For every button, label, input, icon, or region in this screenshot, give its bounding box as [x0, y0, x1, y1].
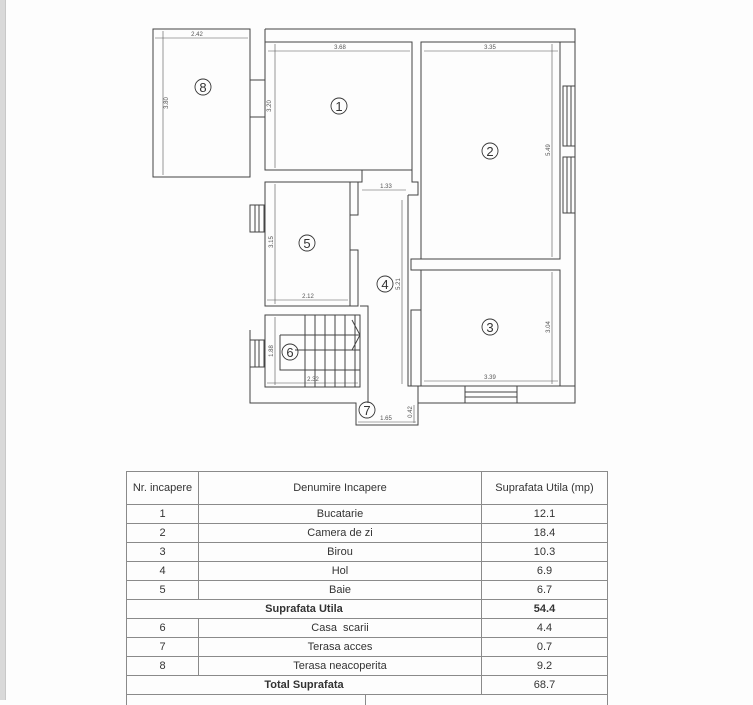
cell-nr: 4: [127, 562, 199, 581]
room-8-label: 8: [199, 80, 207, 95]
cell-nr: 7: [127, 638, 199, 657]
table-row: [127, 524, 608, 543]
cell-area: 6.9: [482, 562, 608, 581]
dim-room8-width: 2.42: [191, 32, 203, 38]
cell-name: Hol: [199, 562, 482, 581]
cell-area: 12.1: [482, 505, 608, 524]
area-table: [126, 471, 607, 705]
subtotal-label: Suprafata Utila: [127, 600, 482, 619]
dim-room5-height: 3.15: [269, 236, 275, 248]
dim-room6-width: 2.32: [307, 377, 319, 383]
cell-area: 0.7: [482, 638, 608, 657]
dim-room7-width: 1.65: [380, 416, 392, 422]
room-7-label: 7: [363, 403, 371, 418]
header-name: Denumire Incapere: [199, 472, 482, 505]
table-header-row: [127, 472, 608, 505]
table-footer-row: [127, 695, 608, 705]
cell-nr: 3: [127, 543, 199, 562]
footer-cell-right: [366, 695, 608, 705]
cell-area: 4.4: [482, 619, 608, 638]
footer-cell-left: [127, 695, 366, 705]
cell-nr: 1: [127, 505, 199, 524]
dim-room8-height: 3.80: [164, 97, 170, 109]
dim-room3-width: 3.39: [484, 375, 496, 381]
room-6-label: 6: [286, 345, 294, 360]
table-row: [127, 581, 608, 600]
dim-hall-height: 5.21: [396, 278, 402, 290]
total-area: 68.7: [482, 676, 608, 695]
cell-name: Baie: [199, 581, 482, 600]
table-row: [127, 619, 608, 638]
cell-nr: 8: [127, 657, 199, 676]
cell-name: Terasa neacoperita: [199, 657, 482, 676]
cell-area: 18.4: [482, 524, 608, 543]
total-row: [127, 676, 608, 695]
dim-room2-width: 3.35: [484, 45, 496, 51]
table-row: [127, 543, 608, 562]
room-3-label: 3: [486, 320, 494, 335]
cell-name: Bucatarie: [199, 505, 482, 524]
table-row: [127, 562, 608, 581]
cell-area: 6.7: [482, 581, 608, 600]
table-row: [127, 505, 608, 524]
dim-room6-height: 1.88: [269, 345, 275, 357]
cell-area: 9.2: [482, 657, 608, 676]
room-5-label: 5: [303, 236, 311, 251]
room-1-label: 1: [335, 99, 343, 114]
dim-hall-width: 1.33: [380, 184, 392, 190]
table-row: [127, 638, 608, 657]
cell-name: Birou: [199, 543, 482, 562]
room-4-label: 4: [381, 277, 389, 292]
cell-name: Terasa acces: [199, 638, 482, 657]
subtotal-area: 54.4: [482, 600, 608, 619]
dim-room7-depth: 0.42: [408, 406, 414, 418]
dim-room2-height: 5.49: [546, 144, 552, 156]
dim-room3-height: 3.04: [546, 321, 552, 333]
header-area: Suprafata Utila (mp): [482, 472, 608, 505]
dim-room1-width: 3.68: [334, 45, 346, 51]
cell-name: Casa scarii: [199, 619, 482, 638]
header-nr: Nr. incapere: [127, 472, 199, 505]
cell-nr: 5: [127, 581, 199, 600]
room-2-label: 2: [486, 144, 494, 159]
cell-name: Camera de zi: [199, 524, 482, 543]
cell-nr: 2: [127, 524, 199, 543]
total-label: Total Suprafata: [127, 676, 482, 695]
cell-nr: 6: [127, 619, 199, 638]
cell-area: 10.3: [482, 543, 608, 562]
dim-room5-width: 2.12: [302, 294, 314, 300]
subtotal-row: [127, 600, 608, 619]
dim-room1-height: 3.20: [267, 100, 273, 112]
table-row: [127, 657, 608, 676]
